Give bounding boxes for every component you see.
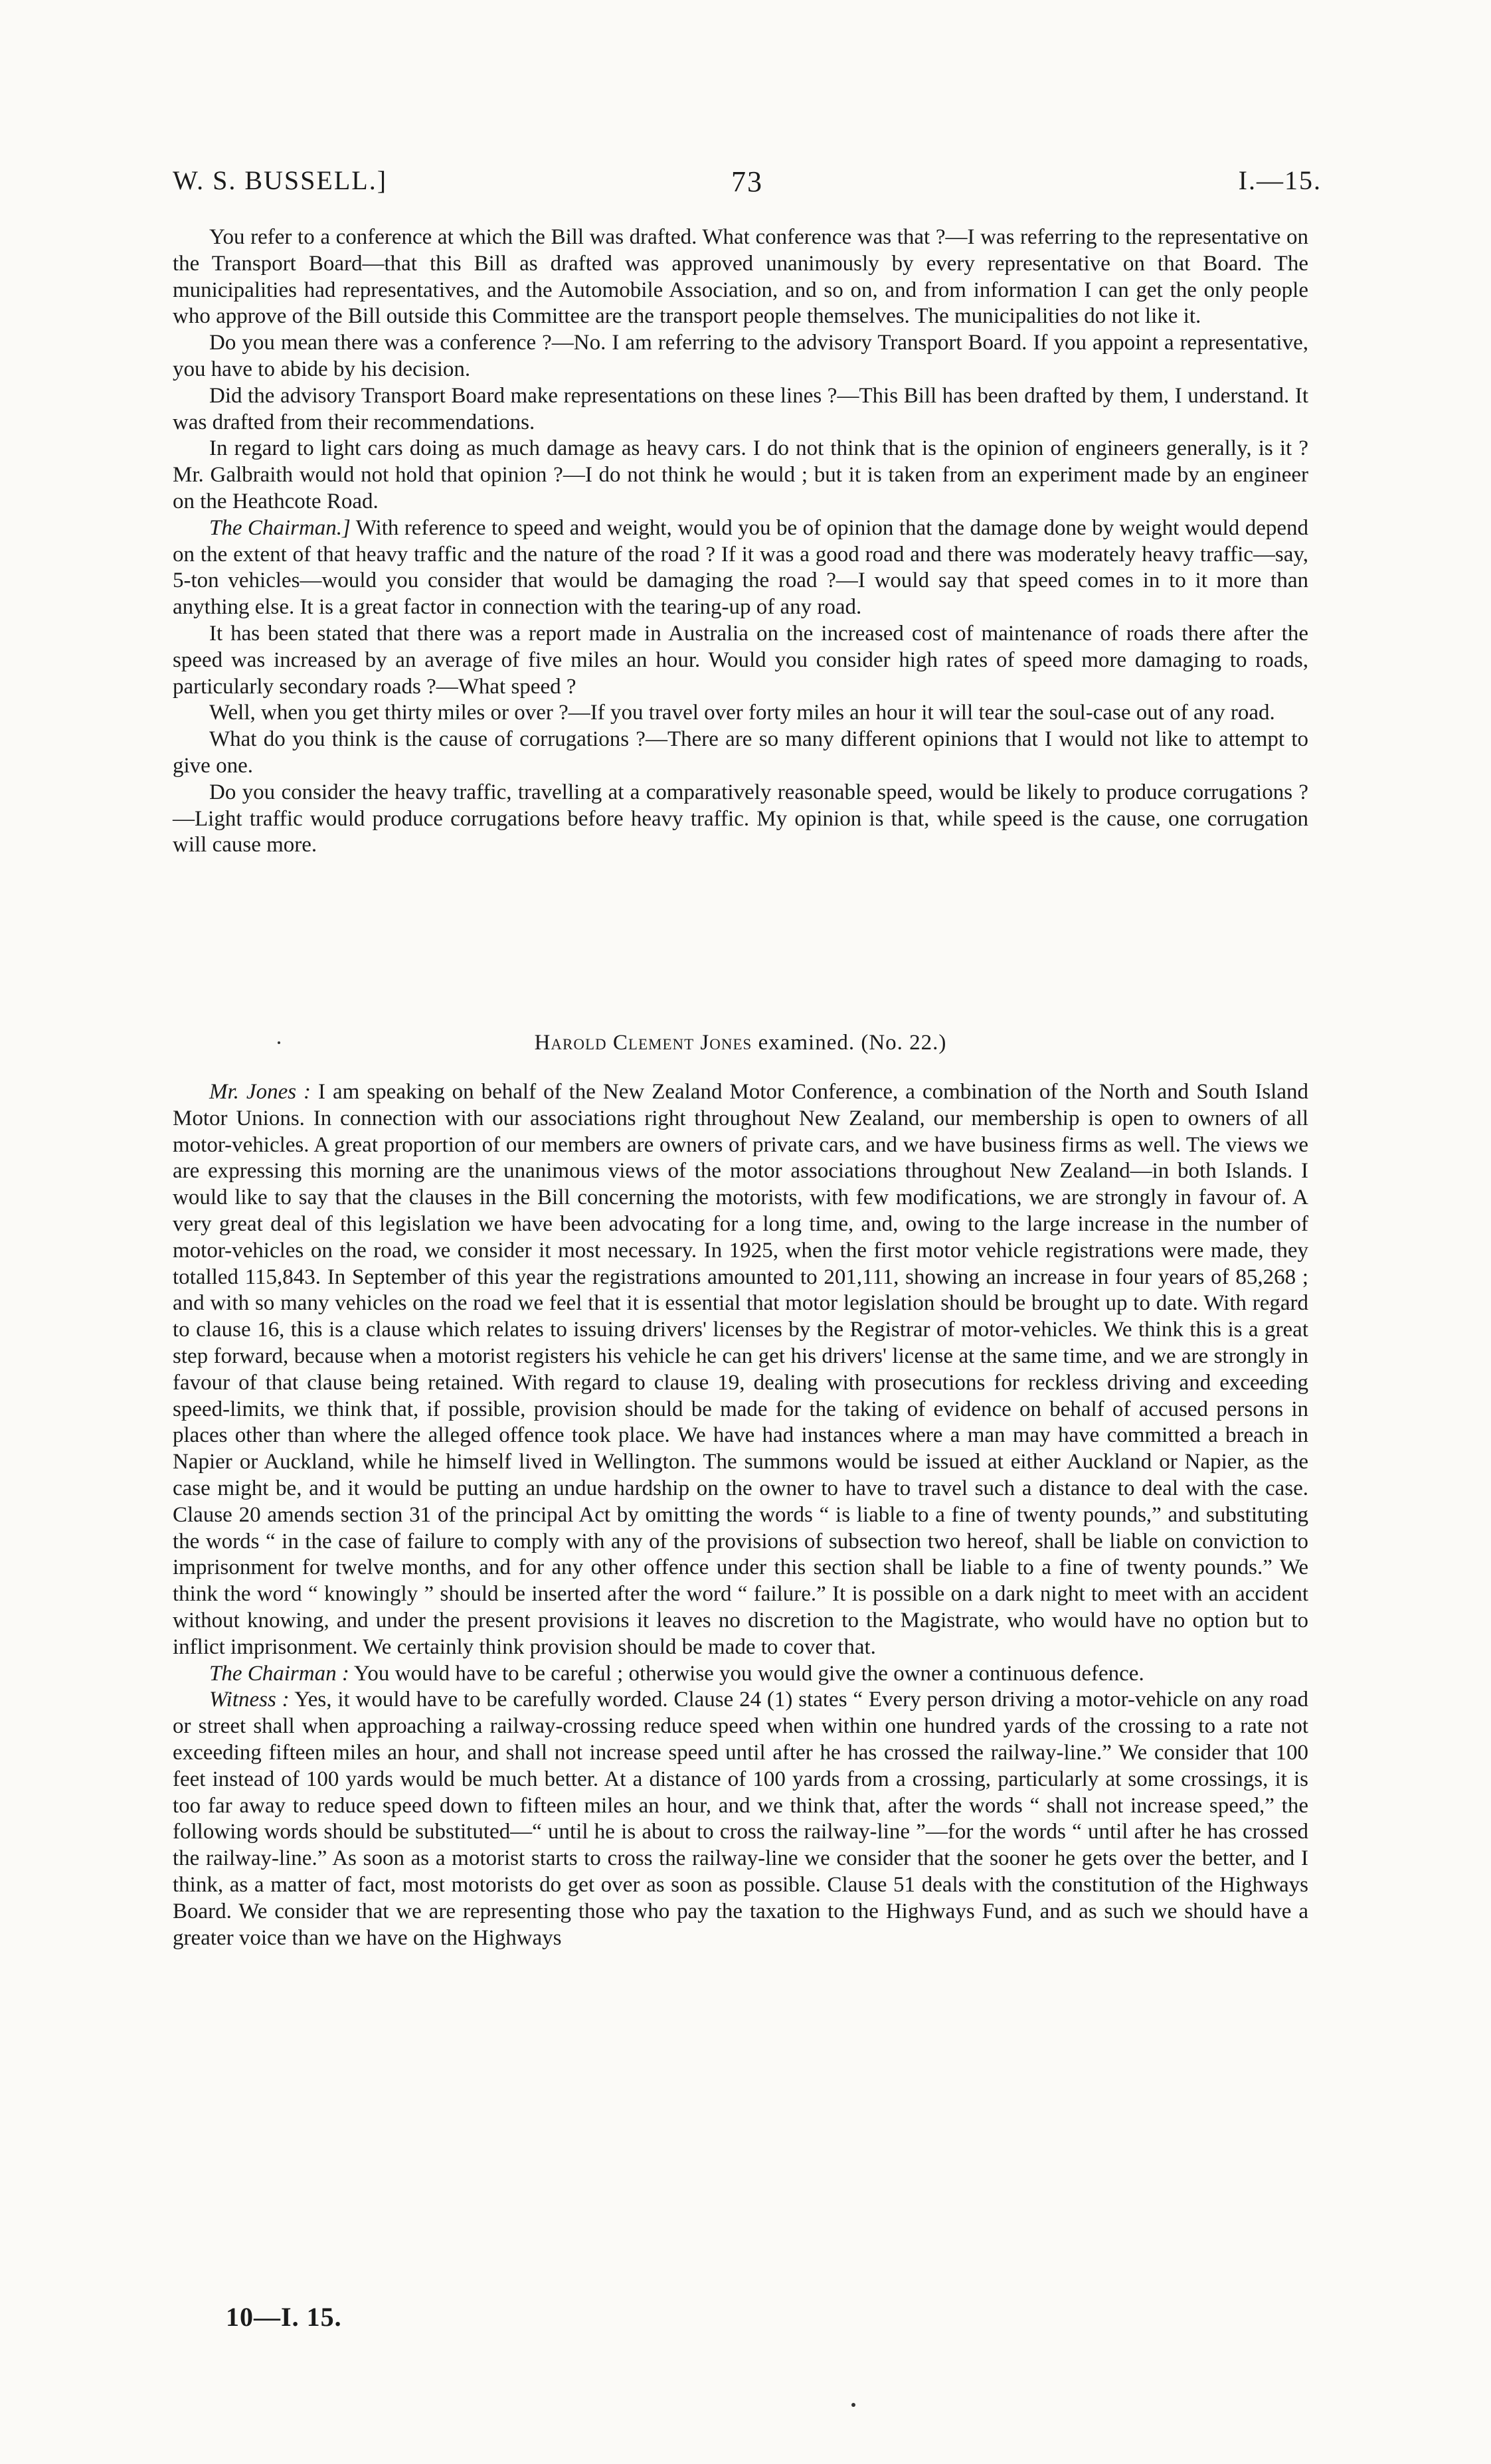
header-document-ref: I.—15. <box>1238 165 1322 195</box>
evidence-section-1 <box>173 224 1308 859</box>
speaker-label: The Chairman : <box>209 1661 349 1686</box>
witness-heading <box>173 1031 1308 1055</box>
paragraph: Did the advisory Transport Board make representations on these lines ?—This Bill has been drafted by them, I understand. It was drafted from their recommendations. <box>173 383 1308 434</box>
paragraph: You refer to a conference at which the Bill was drafted. What conference was that ?—I was referring to the representative on the Transport Board—that this Bill as drafted was approved unanimously by every representative on that Board. The municipalities had representatives, and the Automobile Association, and so on, and from information I can get the only people who approve of the Bill outside this Committee are the transport people themselves. The municipalities do not like it. <box>173 225 1308 329</box>
signature-mark: 10—I. 15. <box>226 2302 342 2332</box>
paragraph: It has been stated that there was a report made in Australia on the increased cost of maintenance of roads there after the speed was increased by an average of five miles an hour. Would you consider high rates of speed more damaging to roads, particularly secondary roads ?—What speed ? <box>173 621 1308 699</box>
paragraph: What do you think is the cause of corrugations ?—There are so many different opinions that I would not like to attempt to give one. <box>173 727 1308 778</box>
speaker-label: Witness : <box>209 1688 290 1712</box>
paragraph: Do you mean there was a conference ?—No. I am referring to the advisory Transport Board. If you appoint a representative, you have to abide by his decision. <box>173 331 1308 381</box>
paragraph: Well, when you get thirty miles or over ?—If you travel over forty miles an hour it will tear the soul-case out of any road. <box>209 701 1275 725</box>
stray-dot <box>851 2403 855 2407</box>
witness-heading-suffix: examined. (No. 22.) <box>752 1031 947 1055</box>
paragraph-jones <box>173 1079 1308 1661</box>
paragraph-chairman <box>173 1661 1308 1688</box>
speaker-label: Mr. Jones : <box>209 1080 311 1104</box>
paragraph-chairman <box>173 515 1308 621</box>
page-number: 73 <box>731 165 763 198</box>
header-witness-name: W. S. BUSSELL.] <box>173 165 388 195</box>
witness-name: Harold Clement Jones <box>534 1031 752 1055</box>
speaker-text: With reference to speed and weight, would you be of opinion that the damage done by weight would depend on the extent of that heavy traffic and the nature of the road ? If it was a good road and there was moderately heavy traffic—say, 5-ton vehicles—would you consider that would be damaging the road ?—I would say that speed comes in to it more than anything else. It is a great factor in connection with the tearing-up of any road. <box>173 515 1308 620</box>
paragraph: Do you consider the heavy traffic, travelling at a comparatively reasonable speed, would be likely to produce corrugations ?—Light traffic would produce corrugations before heavy traffic. My opinion is that, while speed is the cause, one corrugation will cause more. <box>173 780 1308 857</box>
evidence-section-2 <box>173 1079 1308 1951</box>
page-header <box>173 165 1322 205</box>
speaker-text: Yes, it would have to be carefully worded. Clause 24 (1) states “ Every person driving a motor-vehicle on any road or street shall when approaching a railway-crossing reduce speed when within one hundred yards of the crossing to a rate not exceeding fifteen miles an hour, and shall not increase speed until after he has crossed the railway-line.” We consider that 100 feet instead of 100 yards would be much better. At a distance of 100 yards from a crossing, particularly at some crossings, it is too far away to reduce speed down to fifteen miles an hour, and we think that, after the words “ shall not increase speed,” the following words should be substituted—“ until he is about to cross the railway-line ”—for the words “ until after he has crossed the railway-line.” As soon as a motorist starts to cross the railway-line we consider that the sooner he gets over the better, and I think, as a matter of fact, most motorists do get over as soon as possible. Clause 51 deals with the constitution of the Highways Board. We consider that we are representing those who pay the taxation to the Highways Fund, and as such we should have a greater voice than we have on the Highways <box>173 1688 1309 1950</box>
paragraph: In regard to light cars doing as much damage as heavy cars. I do not think that is the opinion of engineers generally, is it ? Mr. Galbraith would not hold that opinion ?—I do not think he would ; but it is taken from an experiment made by an engineer on the Heathcote Road. <box>173 436 1308 513</box>
paragraph-witness <box>173 1687 1308 1951</box>
speaker-text: I am speaking on behalf of the New Zealand Motor Conference, a combination of the North and South Island Motor Unions. In connection with our associations right throughout New Zealand, our membership is open to owners of all motor-vehicles. A great proportion of our members are owners of private cars, and we have business firms as well. The views we are expressing this morning are the unanimous views of the motor associations throughout New Zealand—in both Islands. I would like to say that the clauses in the Bill concerning the motorists, with few modifications, we are strongly in favour of. A very great deal of this legislation we have been advocating for a long time, and, owing to the large increase in the number of motor-vehicles on the road, we consider it most necessary. In 1925, when the first motor vehicle registrations were made, they totalled 115,843. In September of this year the registrations amounted to 201,111, showing an increase in four years of 85,268 ; and with so many vehicles on the road we feel that it is essential that motor legislation should be brought up to date. With regard to clause 16, this is a clause which relates to issuing drivers' licenses by the Registrar of motor-vehicles. We think this is a great step forward, because when a motorist registers his vehicle he can get his drivers' license at the same time, and we are strongly in favour of that clause being retained. With regard to clause 19, dealing with prosecutions for reckless driving and exceeding speed-limits, we think that, if possible, provision should be made for the taking of evidence on behalf of accused persons in places other than where the alleged offence took place. We have had instances where a man may have committed a breach in Napier or Auckland, while he himself lived in Wellington. The summons would be issued at either Auckland or Napier, as the case might be, and it would be putting an undue hardship on the owner to have to travel such a distance to deal with the case. Clause 20 amends section 31 of the principal Act by omitting the words “ is liable to a fine of twenty pounds,” and substituting the words “ in the case of failure to comply with any of the provisions of subsection two hereof, shall be liable on conviction to imprisonment for twelve months, and for any other offence under this section shall be liable to a fine of twenty pounds.” We think the word “ knowingly ” should be inserted after the word “ failure.” It is possible on a dark night to meet with an accident without knowing, and under the present provisions it leaves no discretion to the Magistrate, who would have no option but to inflict imprisonment. We certainly think provision should be made to cover that. <box>173 1080 1308 1659</box>
speaker-label: The Chairman.] <box>209 515 351 540</box>
speaker-text: You would have to be careful ; otherwise you would give the owner a continuous defence. <box>349 1661 1144 1686</box>
